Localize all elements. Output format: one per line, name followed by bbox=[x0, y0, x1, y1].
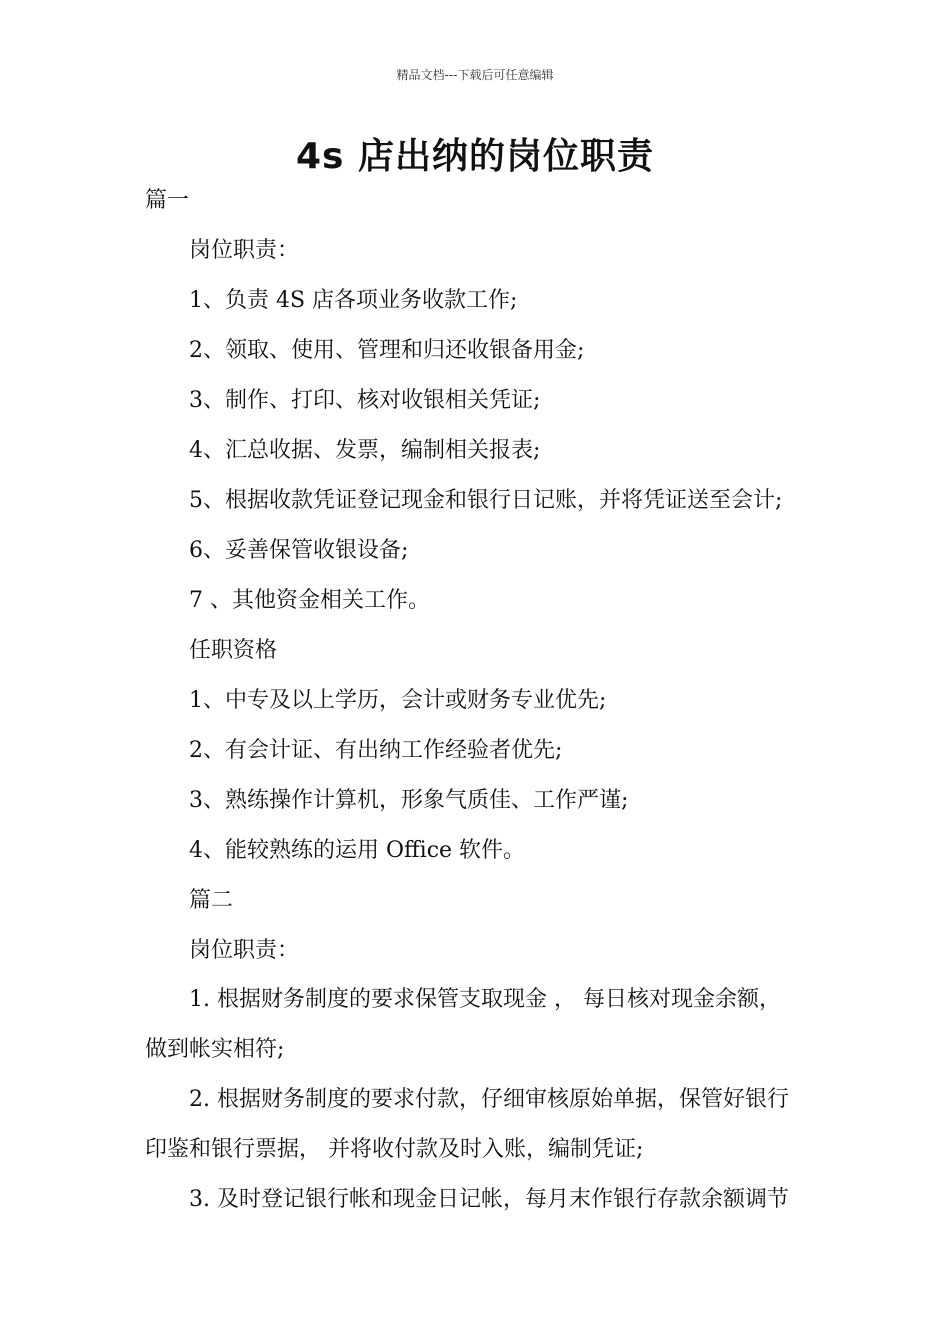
duty-item: 7 、其他资金相关工作。 bbox=[189, 588, 430, 613]
section-heading-2: 篇二 bbox=[189, 888, 234, 913]
duties-label-1: 岗位职责： bbox=[189, 238, 300, 263]
duty-item: 6、妥善保管收银设备; bbox=[189, 538, 409, 563]
qualification-item: 3、熟练操作计算机，形象气质佳、工作严谨; bbox=[189, 788, 629, 813]
qualification-item: 1、中专及以上学历，会计或财务专业优先; bbox=[189, 688, 607, 713]
duty-item: 2、领取、使用、管理和归还收银备用金; bbox=[189, 338, 585, 363]
header-note: 精品文档---下载后可任意编辑 bbox=[396, 68, 554, 82]
qualification-item: 4、能较熟练的运用 Office 软件。 bbox=[189, 838, 526, 863]
duty-paragraph-first-line: 1. 根据财务制度的要求保管支取现金 ， 每日核对现金余额， bbox=[189, 987, 781, 1012]
duty-item: 4、汇总收据、发票，编制相关报表; bbox=[189, 438, 541, 463]
document-title: 4s 店出纳的岗位职责 bbox=[295, 136, 654, 177]
qualification-label: 任职资格 bbox=[189, 638, 278, 663]
duty-item: 5、根据收款凭证登记现金和银行日记账，并将凭证送至会计; bbox=[189, 488, 783, 513]
duty-paragraph-continuation: 印鉴和银行票据， 并将收付款及时入账，编制凭证; bbox=[145, 1137, 644, 1162]
duty-paragraph-first-line: 2. 根据财务制度的要求付款，仔细审核原始单据，保管好银行 bbox=[189, 1087, 789, 1112]
qualification-item: 2、有会计证、有出纳工作经验者优先; bbox=[189, 738, 563, 763]
duty-item: 1、负责 4S 店各项业务收款工作; bbox=[189, 288, 518, 313]
duty-paragraph-first-line: 3. 及时登记银行帐和现金日记帐，每月末作银行存款余额调节 bbox=[189, 1187, 789, 1212]
duty-paragraph-continuation: 做到帐实相符; bbox=[145, 1037, 285, 1062]
section-heading-1: 篇一 bbox=[145, 188, 190, 213]
duty-item: 3、制作、打印、核对收银相关凭证; bbox=[189, 388, 541, 413]
duties-label-2: 岗位职责： bbox=[189, 938, 300, 963]
